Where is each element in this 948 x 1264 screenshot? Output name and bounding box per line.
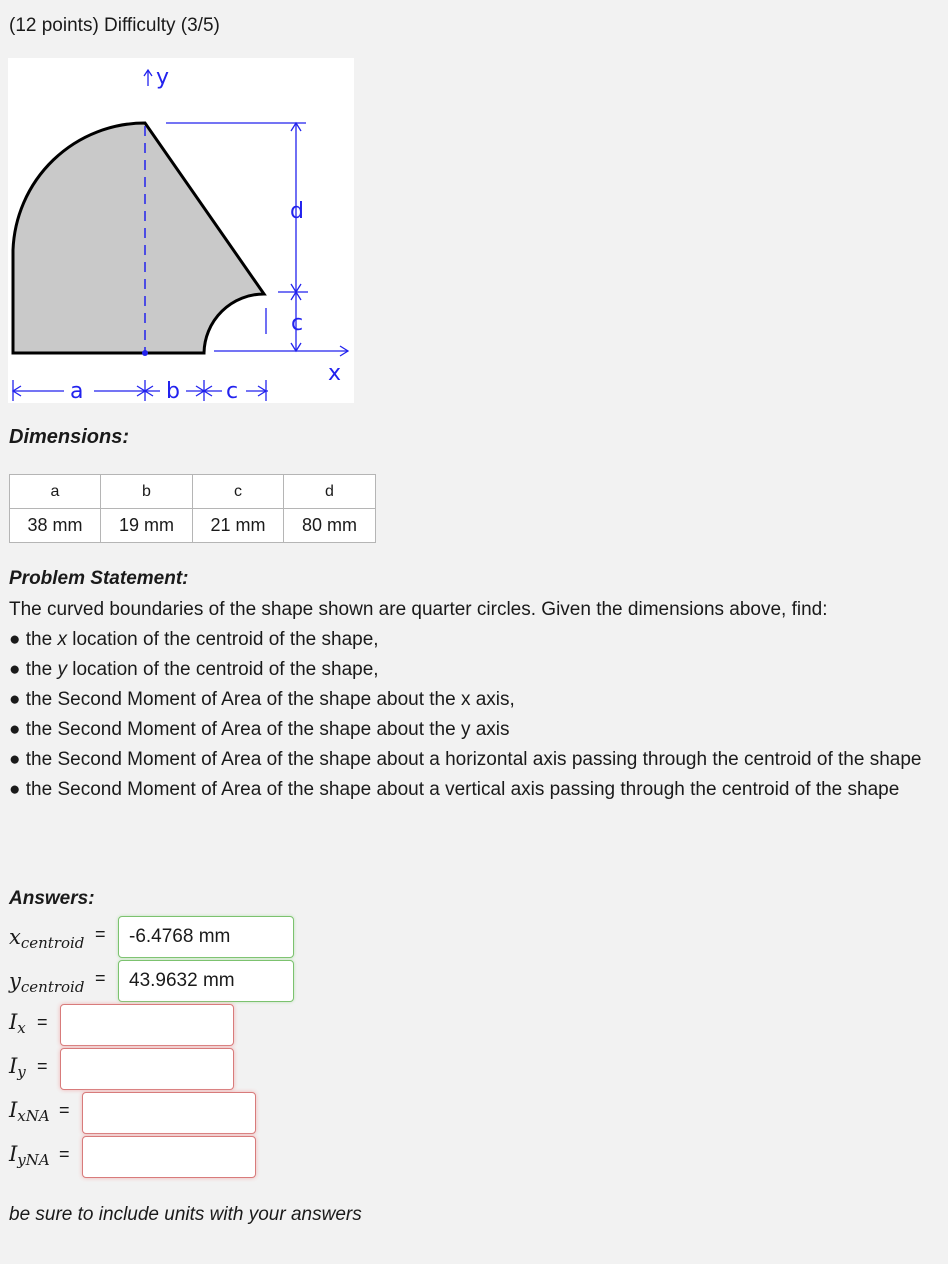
answer-row-y-centroid: ycentroid = 43.9632 mm <box>9 960 309 1000</box>
y-centroid-label: ycentroid <box>9 969 85 996</box>
iyna-label: IyNA <box>9 1142 50 1169</box>
shape-region <box>13 123 264 353</box>
shape-diagram <box>8 58 354 403</box>
dimension-value-d: 80 mm <box>284 509 376 543</box>
bullet-item: ● the Second Moment of Area of the shape about a horizontal axis passing through the centroid of the shape <box>9 749 922 770</box>
dimension-header-d: d <box>284 475 376 509</box>
dimension-value-b: 19 mm <box>101 509 193 543</box>
dimension-value-c: 21 mm <box>193 509 284 543</box>
iy-label: Iy <box>9 1054 26 1081</box>
answers-heading: Answers: <box>9 888 95 909</box>
b-label: b <box>166 379 180 403</box>
dimension-header-c: c <box>193 475 284 509</box>
problem-intro: The curved boundaries of the shape shown are quarter circles. Given the dimensions above, find: <box>9 599 828 620</box>
answer-row-iyna: IyNA = <box>9 1136 269 1176</box>
units-note: be sure to include units with your answers <box>9 1204 362 1225</box>
problem-heading: Problem Statement: <box>9 568 189 589</box>
problem-statement <box>9 595 934 805</box>
bullet-item: ● the Second Moment of Area of the shape about a vertical axis passing through the centroid of the shape <box>9 779 900 800</box>
y-label: y <box>156 65 170 90</box>
bullet-item: ● the y location of the centroid of the shape, <box>9 659 379 680</box>
bullet-item: ● the Second Moment of Area of the shape about the x axis, <box>9 689 515 710</box>
ixna-label: IxNA <box>9 1098 50 1125</box>
d-label: d <box>290 199 304 224</box>
question-header: (12 points) Difficulty (3/5) <box>9 15 220 36</box>
answer-row-x-centroid: xcentroid = -6.4768 mm <box>9 916 309 956</box>
dimensions-value-row <box>10 509 376 543</box>
answer-row-iy: Iy = <box>9 1048 249 1088</box>
bullet-item: ● the x location of the centroid of the shape, <box>9 629 379 650</box>
dimension-header-a: a <box>10 475 101 509</box>
origin-dot <box>142 350 148 356</box>
shape-figure <box>8 58 354 403</box>
answer-row-ix: Ix = <box>9 1004 249 1044</box>
ix-input[interactable] <box>60 1004 234 1046</box>
bullet-item: ● the Second Moment of Area of the shape about the y axis <box>9 719 510 740</box>
x-centroid-label: xcentroid <box>9 925 85 952</box>
dimensions-header-row <box>10 475 376 509</box>
ix-label: Ix <box>9 1010 26 1037</box>
c-bottom-label: c <box>226 379 239 403</box>
x-label: x <box>328 361 342 386</box>
dimension-header-b: b <box>101 475 193 509</box>
dimensions-table <box>9 474 376 543</box>
answer-row-ixna: IxNA = <box>9 1092 269 1132</box>
y-centroid-input[interactable]: 43.9632 mm <box>118 960 294 1002</box>
iyna-input[interactable] <box>82 1136 256 1178</box>
c-side-label: c <box>291 311 304 336</box>
x-centroid-input[interactable]: -6.4768 mm <box>118 916 294 958</box>
dimensions-heading: Dimensions: <box>9 426 130 448</box>
ixna-input[interactable] <box>82 1092 256 1134</box>
dimension-value-a: 38 mm <box>10 509 101 543</box>
a-label: a <box>70 379 84 403</box>
iy-input[interactable] <box>60 1048 234 1090</box>
